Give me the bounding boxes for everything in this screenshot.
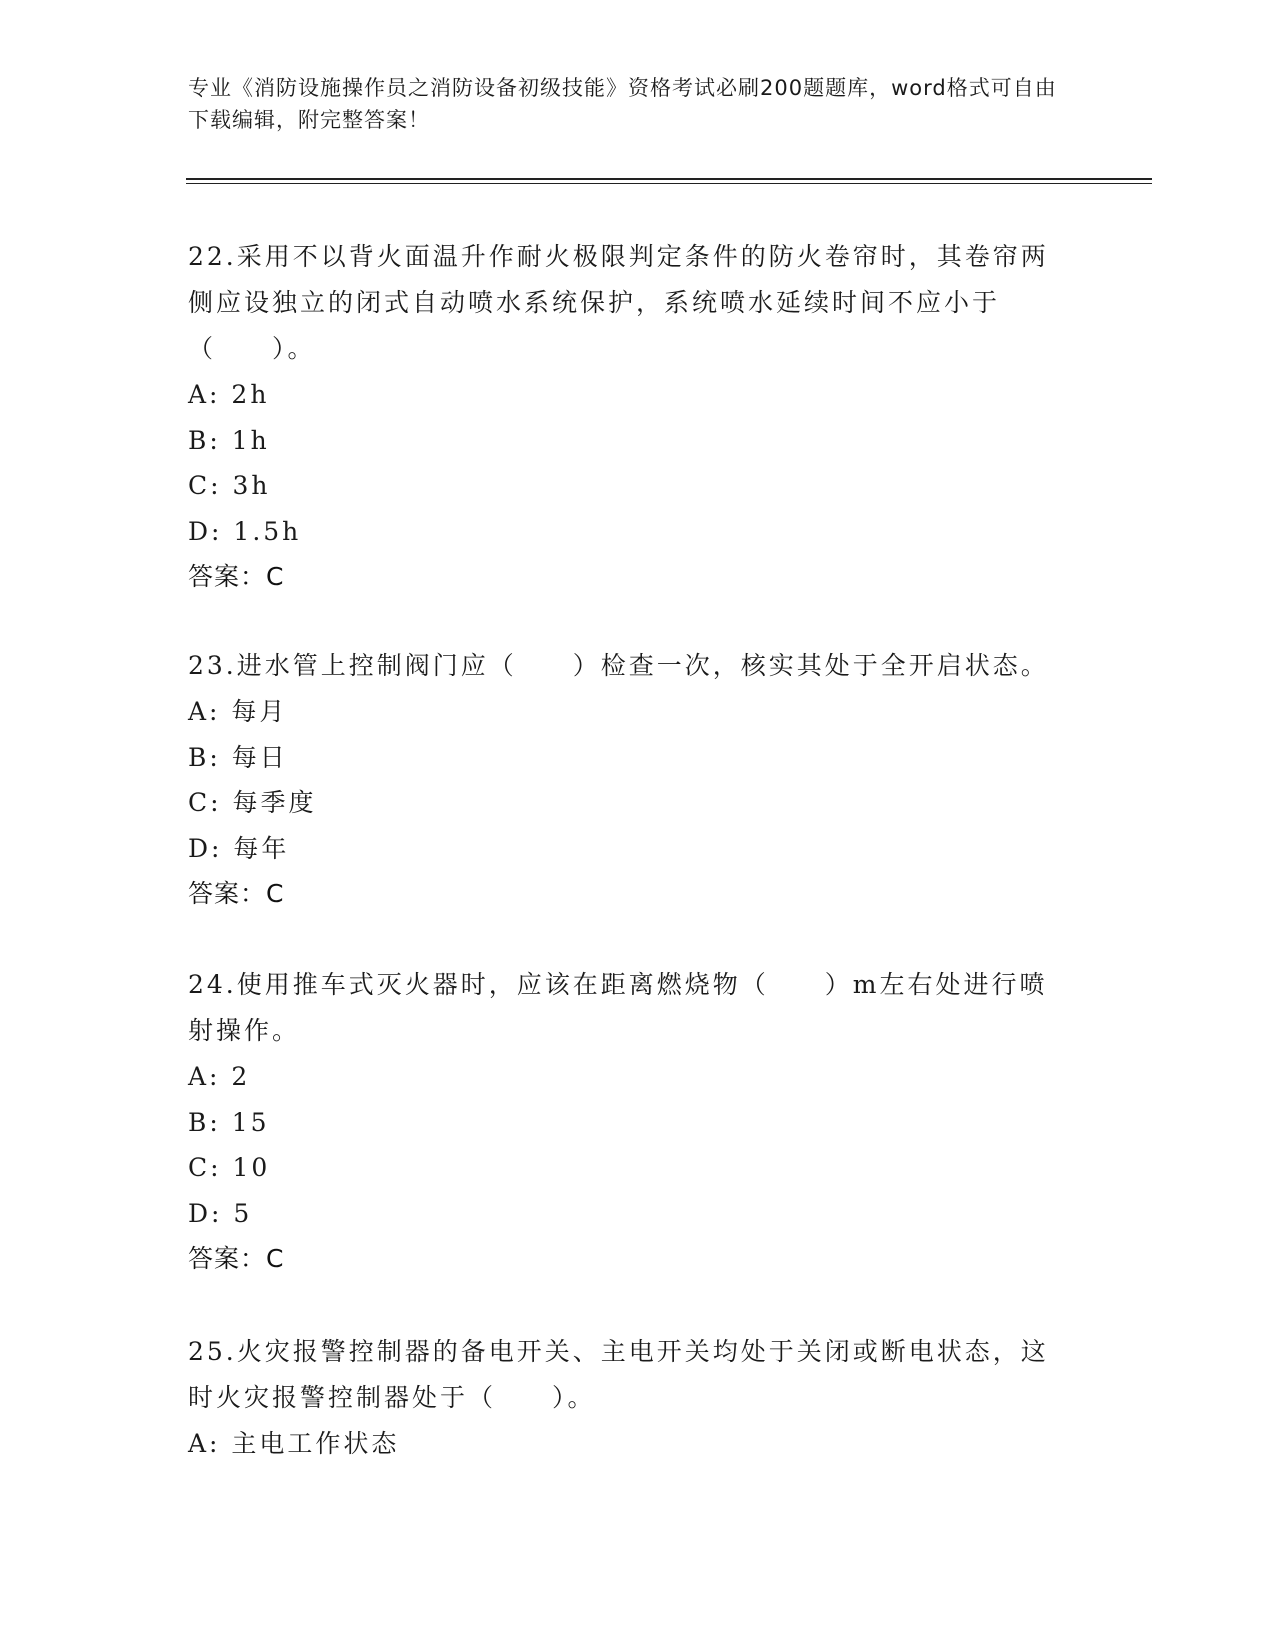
question-stem: 23.进水管上控制阀门应（ ）检查一次，核实其处于全开启状态。: [188, 651, 1049, 680]
answer: 答案：C: [188, 1244, 285, 1273]
header-divider: [186, 178, 1152, 184]
option-d: D: 5: [188, 1198, 253, 1228]
option-b: B: 1h: [188, 425, 270, 455]
question-23: [188, 643, 1068, 917]
option-c: C: 10: [188, 1153, 271, 1182]
option-d: D: 每年: [188, 833, 290, 863]
question-stem: 25.火灾报警控制器的备电开关、主电开关均处于关闭或断电状态，这时火灾报警控制器处于（ ）。: [188, 1337, 1049, 1412]
option-d: D: 1.5h: [188, 516, 302, 546]
option-b: B: 15: [188, 1107, 270, 1137]
answer: 答案：C: [188, 879, 285, 908]
option-a: A: 2: [188, 1062, 251, 1091]
option-b: B: 每日: [188, 742, 288, 772]
option-a: A: 每月: [188, 697, 288, 726]
question-stem: 22.采用不以背火面温升作耐火极限判定条件的防火卷帘时，其卷帘两侧应设独立的闭式自动喷水系统保护，系统喷水延续时间不应小于（ ）。: [188, 242, 1049, 363]
option-a: A: 主电工作状态: [188, 1429, 400, 1458]
answer: 答案：C: [188, 562, 285, 591]
option-c: C: 每季度: [188, 788, 317, 817]
question-stem: 24.使用推车式灭火器时，应该在距离燃烧物（ ）m左右处进行喷射操作。: [188, 970, 1048, 1045]
document-header: 专业《消防设施操作员之消防设备初级技能》资格考试必刷200题题库，word格式可自由下载编辑，附完整答案！: [188, 76, 1057, 132]
option-c: C: 3h: [188, 471, 271, 500]
question-25: [188, 1329, 1068, 1467]
question-22: [188, 234, 1068, 600]
question-24: [188, 962, 1068, 1282]
option-a: A: 2h: [188, 380, 270, 409]
